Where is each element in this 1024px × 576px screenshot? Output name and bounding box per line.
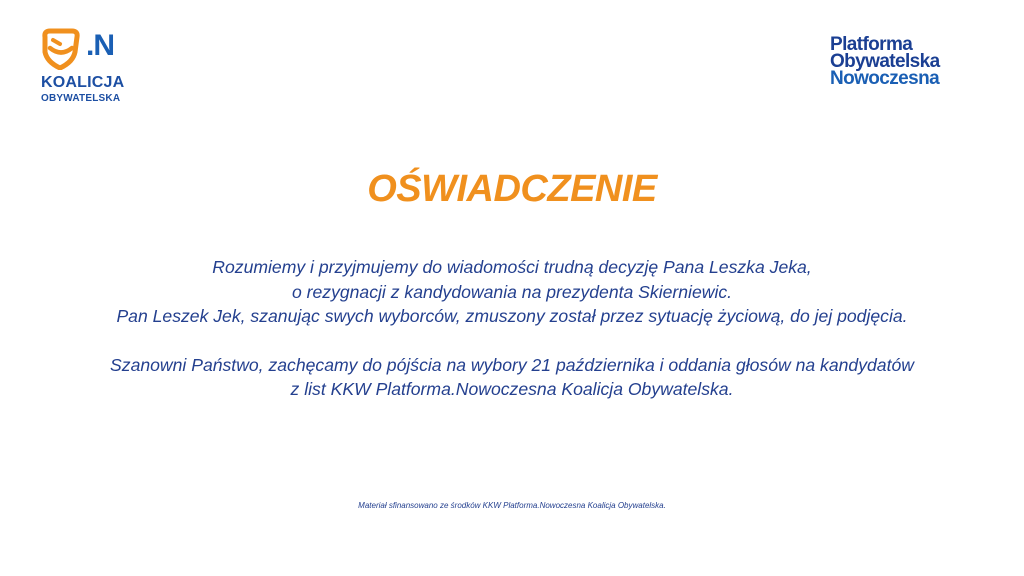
- statement-paragraph: [40, 353, 984, 402]
- statement-line: Rozumiemy i przyjmujemy do wiadomości trudną decyzję Pana Leszka Jeka,: [212, 257, 812, 277]
- koalicja-obywatelska-logo: [38, 26, 138, 106]
- logo-left-line2: OBYWATELSKA: [41, 93, 121, 104]
- funding-disclaimer: Materiał sfinansowano ze środków KKW Platforma.Nowoczesna Koalicja Obywatelska.: [358, 501, 666, 510]
- statement-body: [40, 255, 984, 402]
- page-title: OŚWIADCZENIE: [367, 168, 657, 210]
- platforma-obywatelska-logo: [830, 36, 990, 87]
- logo-left-line1: KOALICJA: [41, 74, 125, 91]
- statement-paragraph: [40, 255, 984, 329]
- statement-line: z list KKW Platforma.Nowoczesna Koalicja Obywatelska.: [290, 379, 734, 399]
- koalicja-emblem-icon: [40, 28, 84, 70]
- logo-right-line2: Obywatelska: [830, 51, 940, 72]
- statement-line: Pan Leszek Jek, szanując swych wyborców, zmuszony został przez sytuację życiową, do jej podjęcia.: [116, 306, 908, 326]
- logo-mark-text: .N: [86, 29, 114, 62]
- statement-line: Szanowni Państwo, zachęcamy do pójścia na wybory 21 października i oddania głosów na kandydatów: [110, 354, 914, 375]
- logo-right-line3: Nowoczesna: [830, 68, 940, 89]
- logo-right-line1: Platforma: [830, 34, 913, 55]
- statement-line: o rezygnacji z kandydowania na prezydenta Skierniewic.: [291, 281, 733, 302]
